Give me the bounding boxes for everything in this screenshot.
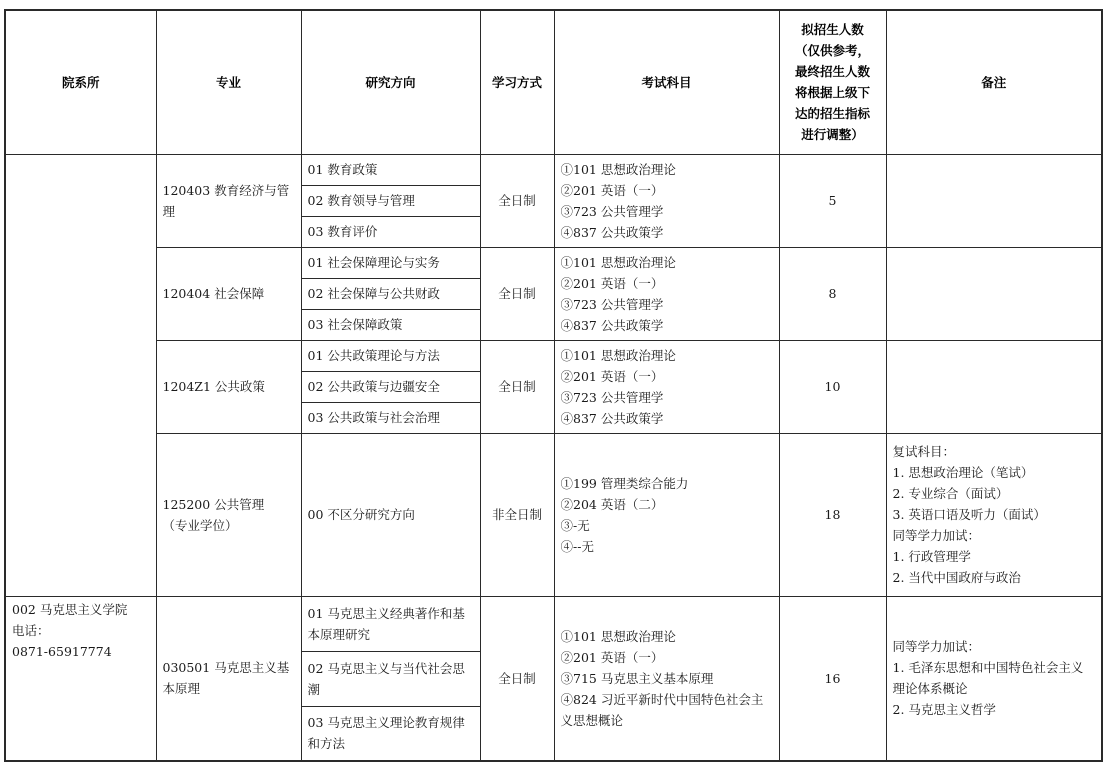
header-quota-line: 将根据上级下 bbox=[794, 85, 870, 101]
quota-cell: 18 bbox=[779, 433, 886, 596]
table-row bbox=[5, 596, 1102, 651]
header-quota bbox=[779, 10, 886, 154]
header-quota-line: 最终招生人数 bbox=[794, 64, 870, 80]
direction-cell: 02 社会保障与公共财政 bbox=[301, 278, 480, 309]
notes-cell bbox=[886, 247, 1102, 340]
major-line: 125200 公共管理 bbox=[162, 496, 265, 512]
exam-subject: ④837 公共政策学 bbox=[560, 224, 664, 240]
notes-cell bbox=[886, 596, 1102, 761]
department-phone-label: 电话： bbox=[12, 622, 50, 638]
exam-subject: ①101 思想政治理论 bbox=[560, 161, 676, 177]
exam-subject: ②201 英语（一） bbox=[560, 275, 664, 291]
major-cell: 120404 社会保障 bbox=[156, 247, 301, 340]
header-major: 专业 bbox=[156, 10, 301, 154]
study-mode-cell: 全日制 bbox=[480, 247, 554, 340]
quota-cell: 5 bbox=[779, 154, 886, 247]
exam-subject: ③723 公共管理学 bbox=[560, 203, 664, 219]
exam-subject: ①199 管理类综合能力 bbox=[560, 475, 689, 491]
header-quota-line: 达的招生指标 bbox=[794, 106, 870, 122]
exam-subject: ②201 英语（一） bbox=[560, 182, 664, 198]
exam-subject: ④837 公共政策学 bbox=[560, 410, 664, 426]
direction-cell: 01 公共政策理论与方法 bbox=[301, 340, 480, 371]
note-line: 复试科目： bbox=[892, 444, 956, 459]
header-quota-line: 拟招生人数 bbox=[801, 22, 864, 38]
major-line: （专业学位） bbox=[162, 517, 238, 533]
exam-subject: ②204 英语（二） bbox=[560, 496, 664, 512]
notes-cell bbox=[886, 433, 1102, 596]
notes-cell bbox=[886, 154, 1102, 247]
department-cell bbox=[5, 154, 156, 596]
note-line: 同等学力加试： bbox=[892, 528, 981, 543]
exam-subject: ①101 思想政治理论 bbox=[560, 628, 676, 644]
exam-subject: ③723 公共管理学 bbox=[560, 296, 664, 312]
exam-subject: ①101 思想政治理论 bbox=[560, 254, 676, 270]
direction-cell: 01 教育政策 bbox=[301, 154, 480, 185]
exam-subjects-cell bbox=[554, 340, 779, 433]
study-mode-cell: 非全日制 bbox=[480, 433, 554, 596]
direction-cell: 02 马克思主义与当代社会思潮 bbox=[301, 651, 480, 706]
department-phone: 0871-65917774 bbox=[12, 643, 112, 659]
direction-cell: 02 公共政策与边疆安全 bbox=[301, 371, 480, 402]
header-direction: 研究方向 bbox=[301, 10, 480, 154]
exam-subject: ④824 习近平新时代中国特色社会主义思想概论 bbox=[560, 691, 764, 728]
header-study-mode: 学习方式 bbox=[480, 10, 554, 154]
note-line: 同等学力加试： bbox=[892, 639, 981, 655]
header-notes: 备注 bbox=[886, 10, 1102, 154]
exam-subject: ④837 公共政策学 bbox=[560, 317, 664, 333]
direction-cell: 02 教育领导与管理 bbox=[301, 185, 480, 216]
exam-subject: ②201 英语（一） bbox=[560, 368, 664, 384]
admissions-table bbox=[4, 9, 1103, 762]
exam-subjects-cell bbox=[554, 433, 779, 596]
note-line: 1. 行政管理学 bbox=[892, 549, 971, 564]
department-name: 002 马克思主义学院 bbox=[12, 601, 128, 617]
direction-cell: 03 教育评价 bbox=[301, 216, 480, 247]
direction-cell: 00 不区分研究方向 bbox=[301, 433, 480, 596]
exam-subjects-cell bbox=[554, 247, 779, 340]
header-row bbox=[5, 10, 1102, 154]
exam-subject: ③715 马克思主义基本原理 bbox=[560, 670, 714, 686]
direction-cell: 03 社会保障政策 bbox=[301, 309, 480, 340]
major-cell: 120403 教育经济与管理 bbox=[156, 154, 301, 247]
study-mode-cell: 全日制 bbox=[480, 596, 554, 761]
table-row bbox=[5, 247, 1102, 278]
header-department: 院系所 bbox=[5, 10, 156, 154]
note-line: 1. 思想政治理论（笔试） bbox=[892, 465, 1034, 480]
exam-subjects-cell bbox=[554, 154, 779, 247]
study-mode-cell: 全日制 bbox=[480, 340, 554, 433]
table-row bbox=[5, 340, 1102, 371]
major-cell bbox=[156, 433, 301, 596]
header-exam-subjects: 考试科目 bbox=[554, 10, 779, 154]
exam-subject: ②201 英语（一） bbox=[560, 649, 664, 665]
table-row bbox=[5, 154, 1102, 185]
direction-cell: 01 马克思主义经典著作和基本原理研究 bbox=[301, 596, 480, 651]
note-line: 2. 当代中国政府与政治 bbox=[892, 570, 1021, 585]
quota-cell: 10 bbox=[779, 340, 886, 433]
admissions-table-container bbox=[4, 9, 1103, 762]
note-line: 3. 英语口语及听力（面试） bbox=[892, 507, 1046, 522]
table-row bbox=[5, 433, 1102, 596]
notes-cell bbox=[886, 340, 1102, 433]
note-line: 1. 毛泽东思想和中国特色社会主义理论体系概论 bbox=[892, 660, 1084, 697]
major-cell: 030501 马克思主义基本原理 bbox=[156, 596, 301, 761]
note-line: 2. 马克思主义哲学 bbox=[892, 702, 996, 718]
exam-subject: ④--无 bbox=[560, 538, 594, 554]
major-cell: 1204Z1 公共政策 bbox=[156, 340, 301, 433]
exam-subject: ③-无 bbox=[560, 517, 590, 533]
header-quota-line: （仅供参考， bbox=[794, 43, 870, 59]
direction-cell: 01 社会保障理论与实务 bbox=[301, 247, 480, 278]
direction-cell: 03 马克思主义理论教育规律和方法 bbox=[301, 706, 480, 761]
quota-cell: 8 bbox=[779, 247, 886, 340]
header-quota-line: 进行调整） bbox=[801, 127, 864, 143]
exam-subjects-cell bbox=[554, 596, 779, 761]
exam-subject: ③723 公共管理学 bbox=[560, 389, 664, 405]
exam-subject: ①101 思想政治理论 bbox=[560, 347, 676, 363]
study-mode-cell: 全日制 bbox=[480, 154, 554, 247]
quota-cell: 16 bbox=[779, 596, 886, 761]
direction-cell: 03 公共政策与社会治理 bbox=[301, 402, 480, 433]
note-line: 2. 专业综合（面试） bbox=[892, 486, 1009, 501]
department-cell bbox=[5, 596, 156, 761]
